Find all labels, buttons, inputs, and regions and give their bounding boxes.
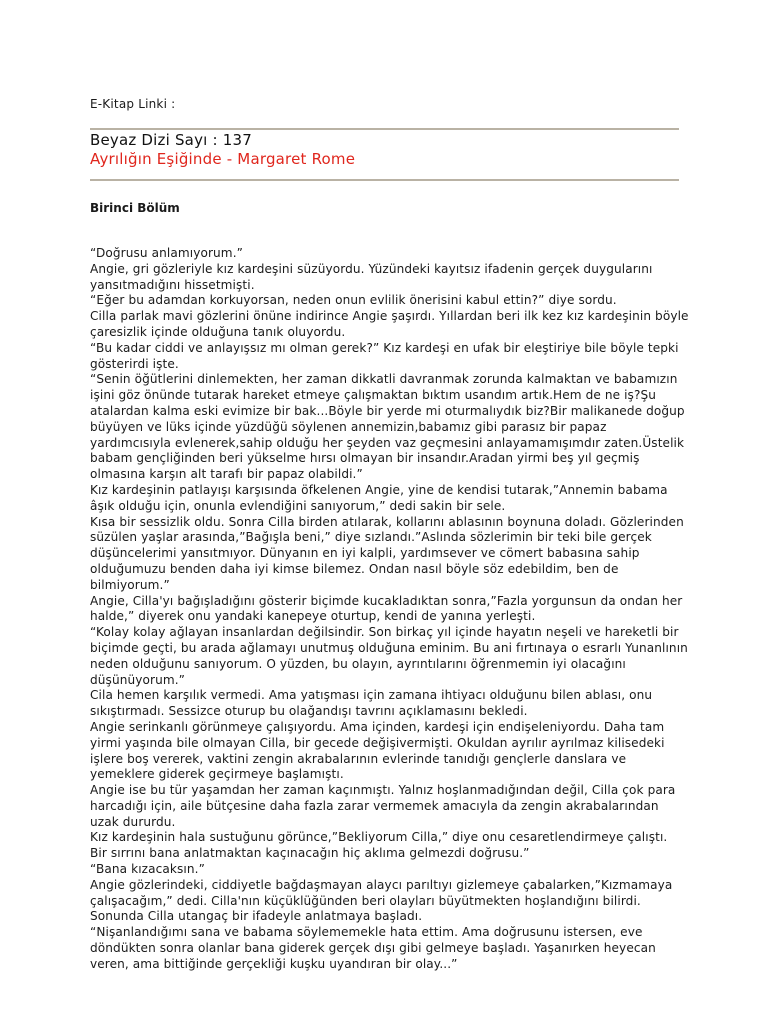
divider-bottom [90, 179, 679, 181]
paragraph: Angie, Cilla'yı bağışladığını gösterir biçimde kucakladıktan sonra,”Fazla yorgunsun da ondan her halde,” diyerek onu yandaki kanepeye oturtup, kendi de yanına yerleşti. [90, 593, 683, 624]
paragraph: “Nişanlandığımı sana ve babama söylememekle hata ettim. Ama doğrusunu istersen, eve döndükten sonra olanlar bana giderek gerçek dışı gibi gelmeye başladı. Yaşanırken heyecan veren, ama bittiğinde gerçekliği kuşku uyandıran bir olay...” [90, 925, 656, 971]
paragraph: Cilla parlak mavi gözlerini önüne indirince Angie şaşırdı. Yıllardan beri ilk kez kız kardeşinin böyle çaresizlik içinde olduğuna tanık oluyordu. [90, 309, 689, 339]
divider-top [90, 128, 679, 130]
series-title: Beyaz Dizi Sayı : 137 [90, 131, 252, 149]
paragraph: “Bu kadar ciddi ve anlayışsız mı olman gerek?” Kız kardeşi en ufak bir eleştiriye bile böyle tepki gösterirdi işte. [90, 340, 679, 371]
ebook-link-label: E-Kitap Linki : [90, 97, 176, 111]
paragraph: Kız kardeşinin patlayışı karşısında öfkelenen Angie, yine de kendisi tutarak,”Annemin babama âşık olduğu için, onunla evlendiğini sanıyorum,” dedi sakin bir sele. [90, 482, 668, 513]
paragraph: “Kolay kolay ağlayan insanlardan değilsindir. Son birkaç yıl içinde hayatın neşeli ve hareketli bir biçimde geçti, bu arada ağlamayı unutmuş olduğuna eminim. Bu ani fırtınaya o esrarlı Yunanlının neden olduğunu sanıyorum. O yüzden, bu olayın, ayrıntılarını öğrenmemin iyi olacağını düşünüyorum.” [90, 625, 688, 687]
paragraph: Kısa bir sessizlik oldu. Sonra Cilla birden atılarak, kollarını ablasının boynuna doladı. Gözlerinden süzülen yaşlar arasında,”Bağışla beni,” diye sızlandı.”Aslında sözlerimin bir teki bile gerçek düşüncelerimi yansıtmıyor. Dünyanın en iyi kalpli, yardımsever ve cömert babasına sahip olduğumuzu benden daha iyi kimse bilemez. Ondan nasıl böyle söz edebildim, ben de bilmiyorum.” [90, 514, 684, 592]
paragraph: Kız kardeşinin hala sustuğunu görünce,”Bekliyorum Cilla,” diye onu cesaretlendirmeye çalıştı. [90, 830, 668, 845]
paragraph: “Doğrusu anlamıyorum.” [90, 246, 243, 260]
paragraph: Cila hemen karşılık vermedi. Ama yatışması için zamana ihtiyacı olduğunu bilen ablası, onu sıkıştırmadı. Sessizce oturup bu olağandışı tavrını açıklamasını bekledi. [90, 688, 653, 719]
book-title: Ayrılığın Eşiğinde - Margaret Rome [90, 150, 356, 168]
paragraph: Angie, gri gözleriyle kız kardeşini süzüyordu. Yüzündeki kayıtsız ifadenin gerçek duygularını yansıtmadığını hissetmişti. [90, 261, 653, 292]
paragraph: Angie ise bu tür yaşamdan her zaman kaçınmıştı. Yalnız hoşlanmadığından değil, Cilla çok para harcadığı için, aile bütçesine daha fazla zarar vermemek amacıyla da zengin akrabalarından uzak dururdu. [90, 783, 676, 829]
paragraph: Sonunda Cilla utangaç bir ifadeyle anlatmaya başladı. [90, 909, 423, 924]
paragraph: “Senin öğütlerini dinlemekten, her zaman dikkatli davranmak zorunda kalmaktan ve babamızın işini göz önünde tutarak hareket etmeye çalışmaktan bıktım usandım artık.Hem de ne iş?Şu atalardan kalma eski evimize bir bak...Böyle bir yerde mi oturmalıydık biz?Bir malikanede doğup büyüyen ve lüks içinde yüzdüğü söylenen annemizin,babamız gibi parasız bir papaz yardımcısıyla evlenerek,sahip olduğu her şeyden vaz geçmesini anlayamamışımdır zaten.Üstelik babam gençliğinden beri yükselme hırsı olmayan bir insandır.Aradan yirmi beş yıl geçmiş olmasına karşın alt tarafı bir papaz olabildi.” [90, 372, 685, 482]
paragraph: “Eğer bu adamdan korkuyorsan, neden onun evlilik önerisini kabul ettin?” diye sordu. [90, 293, 617, 308]
paragraph: Angie gözlerindeki, ciddiyetle bağdaşmayan alaycı parıltıyı gizlemeye çabalarken,”Kızmamaya çalışacağım,” dedi. Cilla'nın küçüklüğünden beri olayları büyütmekten hoşlandığını bilirdi. [90, 877, 673, 908]
paragraph: “Bana kızacaksın.” [90, 862, 205, 877]
paragraph: Bir sırrını bana anlatmaktan kaçınacağın hiç aklıma gelmezdi doğrusu.” [90, 846, 530, 861]
paragraph: Angie serinkanlı görünmeye çalışıyordu. Ama içinden, kardeşi için endişeleniyordu. Daha tam yirmi yaşında bile olmayan Cilla, bir gecede değişivermişti. Okuldan ayrılır ayrılmaz kilisedeki işlere boş vererek, vaktini zengin akrabalarının evlerinde tanıdığı gençlerle danslara ve yemeklere giderek geçirmeye başlamıştı. [90, 719, 665, 782]
story-text [90, 246, 690, 973]
chapter-title: Birinci Bölüm [90, 201, 180, 215]
